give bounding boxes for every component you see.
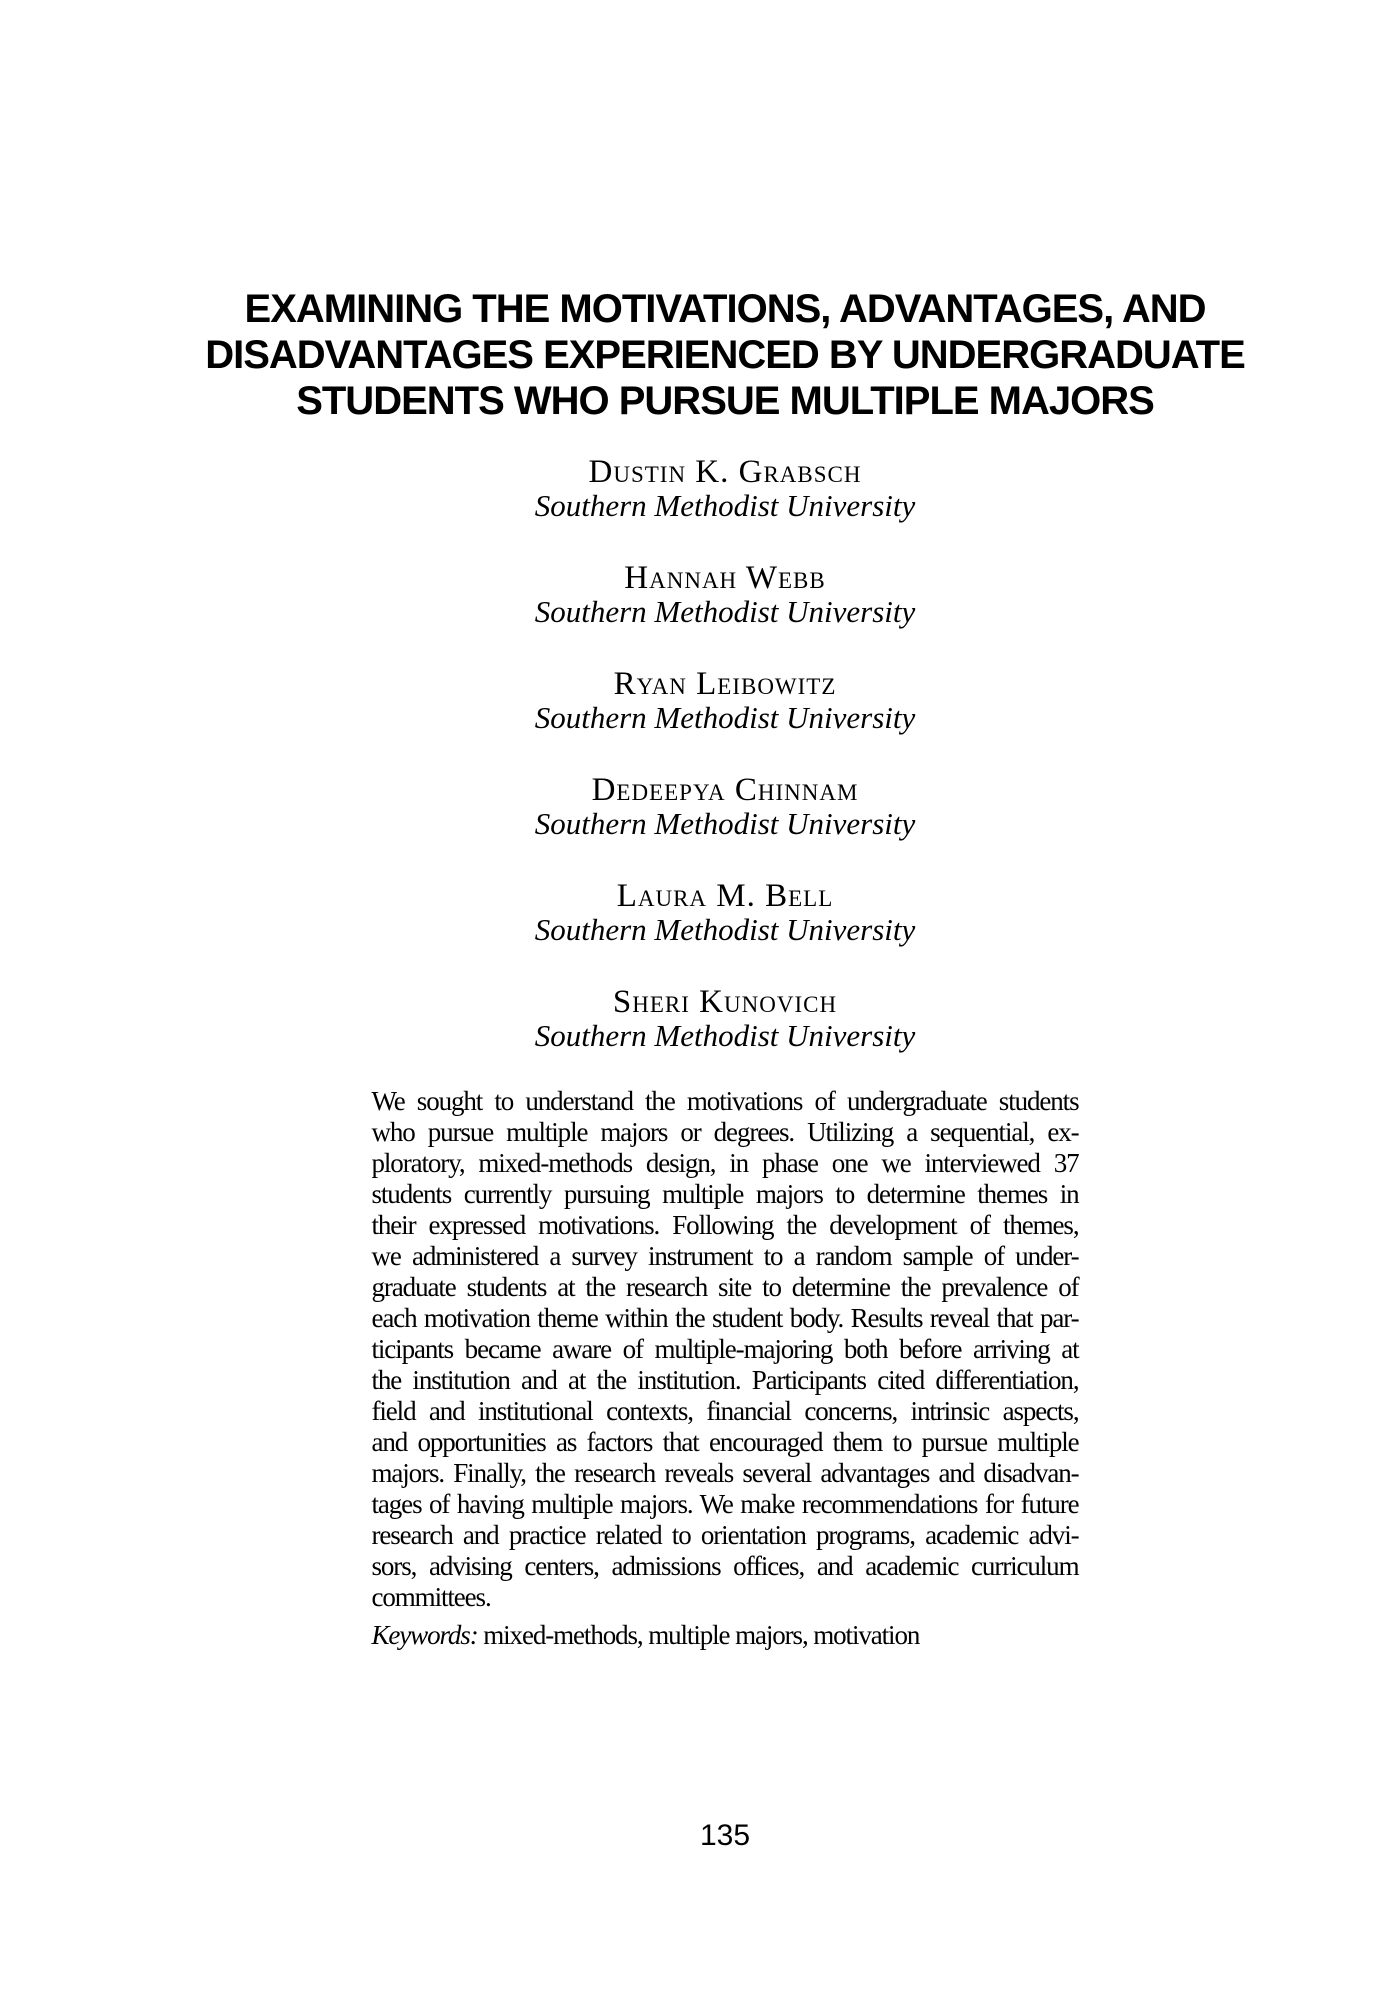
document-page bbox=[50, 0, 1400, 2000]
abstract bbox=[372, 1086, 1079, 1613]
abstract-line: and opportunities as factors that encouraged them to pursue multiple bbox=[371, 1427, 1079, 1457]
paper-title-line: DISADVANTAGES EXPERIENCED BY UNDERGRADUATE bbox=[205, 333, 1245, 377]
abstract-line: sors, advising centers, admissions offices, and academic curriculum bbox=[371, 1551, 1079, 1581]
abstract-line: we administered a survey instrument to a random sample of under- bbox=[371, 1241, 1079, 1271]
author-affiliation: Southern Methodist University bbox=[534, 912, 916, 947]
abstract-line: students currently pursuing multiple majors to determine themes in bbox=[371, 1179, 1079, 1209]
author-affiliation: Southern Methodist University bbox=[534, 806, 916, 841]
author-name: Dedeepya Chinnam bbox=[591, 772, 859, 808]
author-affiliation: Southern Methodist University bbox=[534, 700, 916, 735]
abstract-line: field and institutional contexts, financial concerns, intrinsic aspects, bbox=[371, 1396, 1079, 1426]
abstract-line: committees. bbox=[371, 1582, 491, 1612]
paper-title bbox=[50, 286, 1400, 424]
paper-title-line: STUDENTS WHO PURSUE MULTIPLE MAJORS bbox=[296, 379, 1154, 423]
page-number: 135 bbox=[699, 1819, 751, 1852]
author-block bbox=[50, 985, 1400, 1053]
abstract-line: tages of having multiple majors. We make recommendations for future bbox=[371, 1489, 1079, 1519]
abstract-line: the institution and at the institution. Participants cited differentiation, bbox=[371, 1365, 1079, 1395]
author-block bbox=[50, 667, 1400, 735]
paper-title-line: EXAMINING THE MOTIVATIONS, ADVANTAGES, AND bbox=[244, 287, 1206, 331]
author-name: Sheri Kunovich bbox=[612, 984, 838, 1020]
author-block bbox=[50, 561, 1400, 629]
author-affiliation: Southern Methodist University bbox=[534, 488, 916, 523]
abstract-line: ploratory, mixed-methods design, in phase one we interviewed 37 bbox=[371, 1148, 1079, 1178]
abstract-line: graduate students at the research site to determine the prevalence of bbox=[371, 1272, 1079, 1302]
abstract-line: ticipants became aware of multiple-majoring both before arriving at bbox=[371, 1334, 1079, 1364]
author-list bbox=[50, 455, 1400, 1091]
abstract-line: each motivation theme within the student body. Results reveal that par- bbox=[371, 1303, 1079, 1333]
abstract-line: their expressed motivations. Following the development of themes, bbox=[371, 1210, 1079, 1240]
keywords-line bbox=[372, 1620, 1079, 1651]
abstract-line: We sought to understand the motivations of undergraduate students bbox=[371, 1086, 1079, 1116]
keywords-values: mixed-methods, multiple majors, motivation bbox=[483, 1620, 920, 1650]
abstract-line: who pursue multiple majors or degrees. Utilizing a sequential, ex- bbox=[371, 1117, 1079, 1147]
author-name: Hannah Webb bbox=[624, 560, 826, 596]
author-block bbox=[50, 773, 1400, 841]
author-name: Dustin K. Grabsch bbox=[588, 454, 862, 490]
author-name: Laura M. Bell bbox=[616, 878, 834, 914]
abstract-line: majors. Finally, the research reveals several advantages and disadvan- bbox=[371, 1458, 1079, 1488]
author-affiliation: Southern Methodist University bbox=[534, 1018, 916, 1053]
abstract-line: research and practice related to orientation programs, academic advi- bbox=[371, 1520, 1079, 1550]
author-name: Ryan Leibowitz bbox=[613, 666, 837, 702]
author-block bbox=[50, 879, 1400, 947]
author-affiliation: Southern Methodist University bbox=[534, 594, 916, 629]
author-block bbox=[50, 455, 1400, 523]
keywords-label: Keywords: bbox=[371, 1620, 478, 1650]
